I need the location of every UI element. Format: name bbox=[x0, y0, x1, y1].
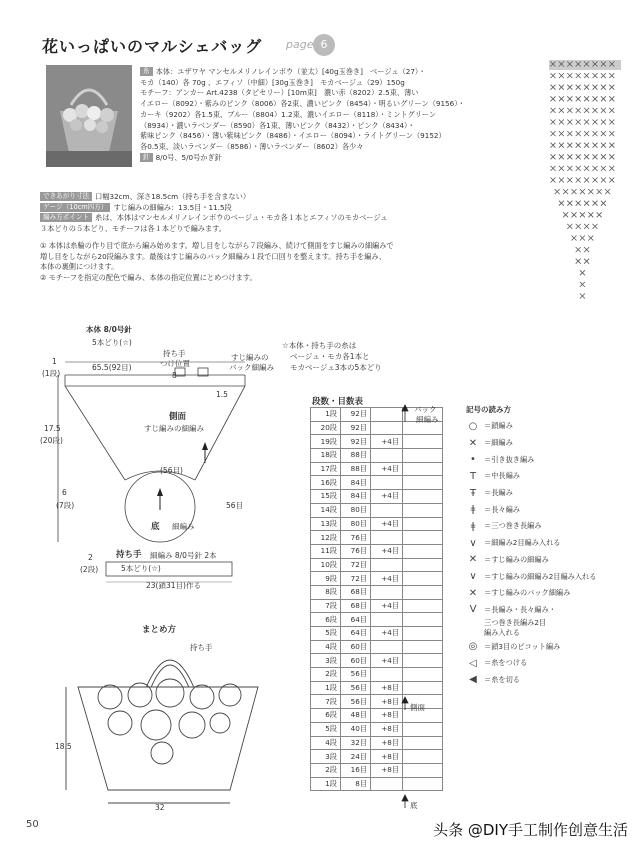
row-table-cell-inc: +4目 bbox=[371, 654, 403, 668]
handle-height: 2 bbox=[88, 553, 93, 562]
row-table-cell-count: 56目 bbox=[341, 695, 371, 709]
gauge-text: すじ編みの細編み：13.5目・11.5段 bbox=[113, 202, 232, 212]
table-row bbox=[311, 750, 443, 764]
row-table-cell-count: 84目 bbox=[341, 490, 371, 504]
row-table-cell-count: 92目 bbox=[341, 421, 371, 435]
bag-photo bbox=[46, 65, 132, 167]
note-line: ② モチーフを指定の配色で編み、本体の指定位置にとめつけます。 bbox=[40, 272, 257, 282]
legend-symbol-icon: ∨ bbox=[469, 537, 477, 549]
row-table-cell-count: 88目 bbox=[341, 449, 371, 463]
handle-diagram-title: 持ち手 bbox=[116, 550, 142, 560]
legend-text: ＝鎖編み bbox=[484, 421, 513, 431]
assembly-width: 32 bbox=[155, 803, 165, 812]
legend-item bbox=[462, 418, 632, 435]
legend-item bbox=[462, 485, 632, 502]
handle-attach-label: 持ち手 bbox=[163, 349, 186, 358]
bottom-count: 56目 bbox=[226, 501, 244, 510]
row-table-cell-count: 72目 bbox=[341, 572, 371, 586]
row-table-cell-count: 76目 bbox=[341, 544, 371, 558]
row-table-cell-row: 7段 bbox=[311, 695, 341, 709]
legend-text: 編み入れる bbox=[484, 628, 520, 638]
row-table-cell-row: 16段 bbox=[311, 476, 341, 490]
note-line: 本体の裏側につけます。 bbox=[40, 262, 119, 271]
row-table-cell-row: 19段 bbox=[311, 435, 341, 449]
row1-label: (1段) bbox=[42, 369, 61, 378]
handle-attach-label-2: つけ位置 bbox=[160, 359, 190, 368]
table-row bbox=[311, 722, 443, 736]
legend-title: 記号の読み方 bbox=[466, 405, 511, 414]
legend-symbol-icon: ✕ bbox=[468, 437, 478, 449]
legend-item bbox=[462, 602, 632, 619]
method-text-2: ３本どりの５本どり、モチーフは各１本どりで編みます。 bbox=[40, 223, 226, 233]
assembly-handle-label: 持ち手 bbox=[190, 643, 213, 652]
legend-text: ＝糸を切る bbox=[484, 674, 520, 684]
row-table bbox=[310, 407, 443, 791]
row-table-cell-row: 7段 bbox=[311, 599, 341, 613]
row-table-cell-row: 17段 bbox=[311, 462, 341, 476]
row-table-cell-row: 15段 bbox=[311, 490, 341, 504]
row-table-cell-count: 88目 bbox=[341, 462, 371, 476]
row-table-cell-inc bbox=[371, 668, 403, 682]
table-row bbox=[311, 585, 443, 599]
mark-bottom: 底 bbox=[410, 801, 418, 810]
row-table-cell-inc bbox=[371, 449, 403, 463]
row-table-cell-count: 92目 bbox=[341, 408, 371, 422]
row-table-cell-count: 80目 bbox=[341, 517, 371, 531]
row-table-arrows bbox=[400, 404, 410, 814]
row-table-cell-inc: +8目 bbox=[371, 695, 403, 709]
note-line: 増し目をしながら20段編みます。最後はすじ編みのバック細編み１段で口回りを整えます。持ち手を編み、 bbox=[40, 251, 387, 261]
row-table-cell-count: 32目 bbox=[341, 736, 371, 750]
row-table-cell-row: 10段 bbox=[311, 558, 341, 572]
bottom-stitch: 細編み bbox=[172, 522, 195, 531]
gauge-tag: ゲージ（10cm四方） bbox=[40, 203, 110, 212]
bag-photo-illustration bbox=[46, 65, 132, 167]
page-number-badge: 6 bbox=[313, 34, 335, 56]
table-row bbox=[311, 503, 443, 517]
side-stitch: すじ編みの細編み bbox=[144, 424, 204, 433]
row-table-cell-row: 6段 bbox=[311, 709, 341, 723]
table-row bbox=[311, 763, 443, 777]
mark-side: 側面 bbox=[410, 703, 425, 712]
row-table-cell-count: 56目 bbox=[341, 681, 371, 695]
row-table-cell-count: 16目 bbox=[341, 763, 371, 777]
row-table-cell-inc: +8目 bbox=[371, 709, 403, 723]
legend-item bbox=[462, 552, 632, 569]
table-row bbox=[311, 476, 443, 490]
row-table-cell-inc bbox=[371, 558, 403, 572]
table-row bbox=[311, 681, 443, 695]
row-table-cell-row: 1段 bbox=[311, 777, 341, 791]
mark-back: バック bbox=[414, 405, 437, 414]
row-table-cell-inc bbox=[371, 503, 403, 517]
row-table-cell-inc: +8目 bbox=[371, 722, 403, 736]
table-row bbox=[311, 777, 443, 791]
stitch-chart-svg bbox=[545, 50, 625, 320]
row-table-cell-count: 24目 bbox=[341, 750, 371, 764]
row-table-cell-inc: +4目 bbox=[371, 490, 403, 504]
row-table-cell-row: 2段 bbox=[311, 763, 341, 777]
table-row bbox=[311, 613, 443, 627]
legend-symbol-icon: V bbox=[469, 604, 477, 616]
row-table-cell-count: 76目 bbox=[341, 531, 371, 545]
legend-item bbox=[462, 618, 632, 628]
legend-item bbox=[462, 655, 632, 672]
handle-diagram bbox=[98, 558, 238, 588]
bottom-height: 6 bbox=[62, 488, 67, 497]
table-row bbox=[311, 627, 443, 641]
table-row bbox=[311, 517, 443, 531]
row-table-cell-row: 20段 bbox=[311, 421, 341, 435]
legend-item bbox=[462, 585, 632, 602]
legend-item bbox=[462, 672, 632, 689]
assembly-title: まとめ方 bbox=[142, 625, 177, 635]
row-table-cell-count: 64目 bbox=[341, 627, 371, 641]
materials-line: 各0.5束、淡いラベンダー（8586）・薄いラベンダー（8602）各少々 bbox=[140, 141, 364, 151]
row-table-cell-inc bbox=[371, 408, 403, 422]
table-row bbox=[311, 435, 443, 449]
row-table-cell-inc: +4目 bbox=[371, 517, 403, 531]
notes-block bbox=[40, 241, 470, 283]
row-table-cell-row: 18段 bbox=[311, 449, 341, 463]
row-table-cell-inc: +8目 bbox=[371, 736, 403, 750]
row-table-cell-row: 13段 bbox=[311, 517, 341, 531]
table-row bbox=[311, 462, 443, 476]
needle-line: 針 8/0号、5/0号かぎ針 bbox=[140, 153, 490, 164]
row-table-cell-count: 60目 bbox=[341, 640, 371, 654]
handle-rows: (2段) bbox=[80, 565, 99, 574]
legend-text: ＝長々編み bbox=[484, 504, 520, 514]
legend-text: ＝引き抜き編み bbox=[484, 454, 535, 464]
size-tag: できあがり寸法 bbox=[40, 192, 92, 201]
legend-text: ＝糸をつける bbox=[484, 658, 528, 668]
row-table-cell-inc bbox=[371, 531, 403, 545]
row-table-cell-inc: +4目 bbox=[371, 572, 403, 586]
legend-text: ＝すじ編みの細編み bbox=[484, 554, 549, 564]
row-table-cell-row: 4段 bbox=[311, 736, 341, 750]
legend-text: ＝すじ編みのバック細編み bbox=[484, 588, 571, 598]
legend-item bbox=[462, 628, 632, 638]
legend-symbol-icon: ✕ bbox=[468, 587, 478, 599]
row-table-cell-row: 1段 bbox=[311, 681, 341, 695]
legend-symbol-icon: ✕ bbox=[468, 554, 478, 566]
row-table-cell-count: 60目 bbox=[341, 654, 371, 668]
star-note-3: モカベージュ3本の5本どり bbox=[290, 363, 382, 372]
legend-symbol-icon: ◁ bbox=[469, 657, 477, 669]
legend-symbol-icon: ○ bbox=[468, 420, 478, 432]
page-title: 花いっぱいのマルシェバッグ bbox=[42, 37, 263, 56]
table-row bbox=[311, 449, 443, 463]
row-table-cell-inc bbox=[371, 476, 403, 490]
legend-symbol-icon: ∨ bbox=[469, 571, 477, 583]
row-table-cell-count: 92目 bbox=[341, 435, 371, 449]
side-label: 側面 bbox=[169, 412, 187, 422]
legend-item bbox=[462, 535, 632, 552]
row-table-cell-inc bbox=[371, 640, 403, 654]
assembly-height: 18.5 bbox=[55, 742, 72, 751]
mark-back-2: 細編み bbox=[416, 415, 439, 424]
table-row bbox=[311, 736, 443, 750]
handle-spec: 細編み 8/0号針 2本 bbox=[150, 551, 217, 560]
handle-length: 23(鎖31目)作る bbox=[146, 581, 201, 590]
row-table-cell-row: 12段 bbox=[311, 531, 341, 545]
legend-item bbox=[462, 638, 632, 655]
star-note-1: ☆本体・持ち手の糸は bbox=[282, 341, 357, 350]
row-table-cell-count: 64目 bbox=[341, 613, 371, 627]
row-table-title: 段数・目数表 bbox=[312, 397, 364, 407]
note-line: ① 本体は糸輪の作り目で底から編み始めます。増し目をしながら７段編み、続けて側面をすじ編みの細編みで bbox=[40, 241, 394, 250]
method-text: 糸は、本体はマンセルメリノレインボウのベージュ・モカ各１本とエフィソのモカベージュ bbox=[95, 213, 388, 222]
table-row bbox=[311, 654, 443, 668]
row-table-cell-count: 56目 bbox=[341, 668, 371, 682]
page-number: 50 bbox=[26, 819, 39, 830]
side-gap: 1.5 bbox=[216, 390, 228, 399]
row-table-cell-inc: +4目 bbox=[371, 435, 403, 449]
legend-symbol-icon: ◎ bbox=[468, 641, 478, 653]
table-row bbox=[311, 490, 443, 504]
legend-item bbox=[462, 568, 632, 585]
needle-tag: 針 bbox=[140, 153, 153, 162]
table-row bbox=[311, 544, 443, 558]
row-table-cell-count: 80目 bbox=[341, 503, 371, 517]
row-table-cell-row: 8段 bbox=[311, 585, 341, 599]
body-diagram-title: 本体 8/0号針 bbox=[86, 325, 132, 334]
legend-list bbox=[462, 418, 632, 688]
bottom-rows: (7段) bbox=[56, 501, 75, 510]
handle-strands: 5本どり(☆) bbox=[121, 564, 161, 573]
row-table-cell-count: 40目 bbox=[341, 722, 371, 736]
row-table-cell-count: 68目 bbox=[341, 585, 371, 599]
top-width: 65.5(92目) bbox=[92, 363, 132, 372]
materials-line: モチーフ：アンカー Art.4238（タピセリー）[10m束] 濃い赤（8202）2.5束、薄い bbox=[140, 88, 419, 98]
row-table-cell-row: 9段 bbox=[311, 572, 341, 586]
row-table-cell-count: 68目 bbox=[341, 599, 371, 613]
materials-line: カーキ（9202）各1.5束、ブルー（8804）1.2束、濃いイエロー（8118）・ミントグリーン bbox=[140, 109, 437, 119]
legend-symbol-icon: ◀ bbox=[469, 674, 477, 686]
row-table-cell-row: 5段 bbox=[311, 627, 341, 641]
side-rows: (20段) bbox=[40, 436, 63, 445]
row-table-cell-row: 5段 bbox=[311, 722, 341, 736]
legend-text: ＝細編み2目編み入れる bbox=[484, 538, 561, 548]
stitch-chart-fragment bbox=[545, 50, 625, 324]
row-table-cell-count: 8目 bbox=[341, 777, 371, 791]
row-table-cell-inc bbox=[371, 613, 403, 627]
method-tag: 編み方ポイント bbox=[40, 213, 92, 222]
side-height: 17.5 bbox=[44, 424, 61, 433]
legend-text: ＝三つ巻き長編み bbox=[484, 521, 542, 531]
table-row bbox=[311, 640, 443, 654]
legend-text: ＝長編み・長々編み・ bbox=[484, 604, 556, 614]
legend-text: ＝すじ編みの細編み2目編み入れる bbox=[484, 571, 597, 581]
materials-line: モカ（140）各 70g 、エフィソ（中細）[30g玉巻き] モカベージュ（29）150g bbox=[140, 77, 405, 87]
row-table-cell-inc: +8目 bbox=[371, 750, 403, 764]
bottom-label: 底 bbox=[151, 522, 160, 532]
legend-text: 三つ巻き長編み2目 bbox=[484, 618, 547, 628]
legend-text: ＝鎖3目のピコット編み bbox=[484, 641, 561, 651]
row1-height: 1 bbox=[52, 357, 57, 366]
size-text: 口幅32cm、深さ18.5cm（持ち手を含まない） bbox=[95, 192, 251, 201]
row-table-cell-inc bbox=[371, 421, 403, 435]
back-sc-label: すじ編みの bbox=[231, 353, 269, 362]
row-table-cell-inc bbox=[371, 777, 403, 791]
row-table-cell-count: 72目 bbox=[341, 558, 371, 572]
row-table-cell-row: 11段 bbox=[311, 544, 341, 558]
table-row bbox=[311, 572, 443, 586]
row-table-grid bbox=[310, 407, 443, 791]
row-table-cell-inc: +8目 bbox=[371, 681, 403, 695]
legend-symbol-icon: Ŧ bbox=[469, 487, 477, 499]
row-table-cell-inc: +4目 bbox=[371, 599, 403, 613]
legend-item bbox=[462, 435, 632, 452]
assembly-diagram bbox=[60, 635, 280, 815]
legend-symbol-icon: • bbox=[470, 454, 476, 466]
info-block bbox=[40, 192, 480, 234]
handle-gap: 8 bbox=[172, 371, 177, 380]
row-table-cell-inc bbox=[371, 585, 403, 599]
row-table-cell-row: 3段 bbox=[311, 750, 341, 764]
row-table-cell-count: 84目 bbox=[341, 476, 371, 490]
legend-symbol-icon: T bbox=[469, 470, 477, 482]
materials-line: 紫味ピンク（8456）・薄い紫味ピンク（8486）・イエロー（8094）・ライトグリーン（9152） bbox=[140, 131, 446, 141]
legend-symbol-icon: ǂ bbox=[470, 520, 476, 532]
row-table-cell-row: 14段 bbox=[311, 503, 341, 517]
legend-item bbox=[462, 501, 632, 518]
legend-item bbox=[462, 451, 632, 468]
row-table-cell-row: 6段 bbox=[311, 613, 341, 627]
watermark-text: 头条 @DIY手工制作创意生活 bbox=[433, 821, 628, 839]
row-table-cell-inc: +4目 bbox=[371, 462, 403, 476]
bottom-sts: (56目) bbox=[160, 466, 183, 475]
back-sc-label-2: バック細編み bbox=[229, 363, 274, 372]
table-row bbox=[311, 558, 443, 572]
legend-item bbox=[462, 518, 632, 535]
legend-symbol-icon: ǂ bbox=[470, 504, 476, 516]
legend-text: ＝細編み bbox=[484, 438, 513, 448]
legend-item bbox=[462, 468, 632, 485]
yarn-tag: 糸 bbox=[140, 67, 153, 76]
table-row bbox=[311, 599, 443, 613]
star-note-2: ベージュ・モカ各1本と bbox=[290, 352, 370, 361]
legend-text: ＝中長編み bbox=[484, 471, 520, 481]
row-table-cell-row: 2段 bbox=[311, 668, 341, 682]
row-table-cell-inc: +4目 bbox=[371, 627, 403, 641]
materials-line: （8934）・濃いラベンダー（8590）各1束、薄いピンク（8432）・ピンク（8434）・ bbox=[140, 120, 415, 130]
legend-text: ＝長編み bbox=[484, 488, 513, 498]
row-table-cell-row: 3段 bbox=[311, 654, 341, 668]
row-table-cell-row: 4段 bbox=[311, 640, 341, 654]
body-strands: 5本どり(☆) bbox=[92, 338, 132, 347]
row-table-cell-row: 1段 bbox=[311, 408, 341, 422]
table-row bbox=[311, 531, 443, 545]
materials-line: イエロー（8092）・紫みのピンク（8006）各2束、濃いピンク（8454）・明るいグリーン（9156）・ bbox=[140, 99, 465, 109]
materials-block bbox=[140, 67, 490, 163]
materials-line: 糸 本体：ユザワヤ マンセルメリノレインボウ（並太）[40g玉巻き] ベージュ（27）・ bbox=[140, 67, 490, 78]
table-row bbox=[311, 668, 443, 682]
page-label: page bbox=[286, 38, 314, 51]
row-table-cell-inc: +8目 bbox=[371, 763, 403, 777]
row-table-cell-inc: +4目 bbox=[371, 544, 403, 558]
row-table-cell-count: 48目 bbox=[341, 709, 371, 723]
